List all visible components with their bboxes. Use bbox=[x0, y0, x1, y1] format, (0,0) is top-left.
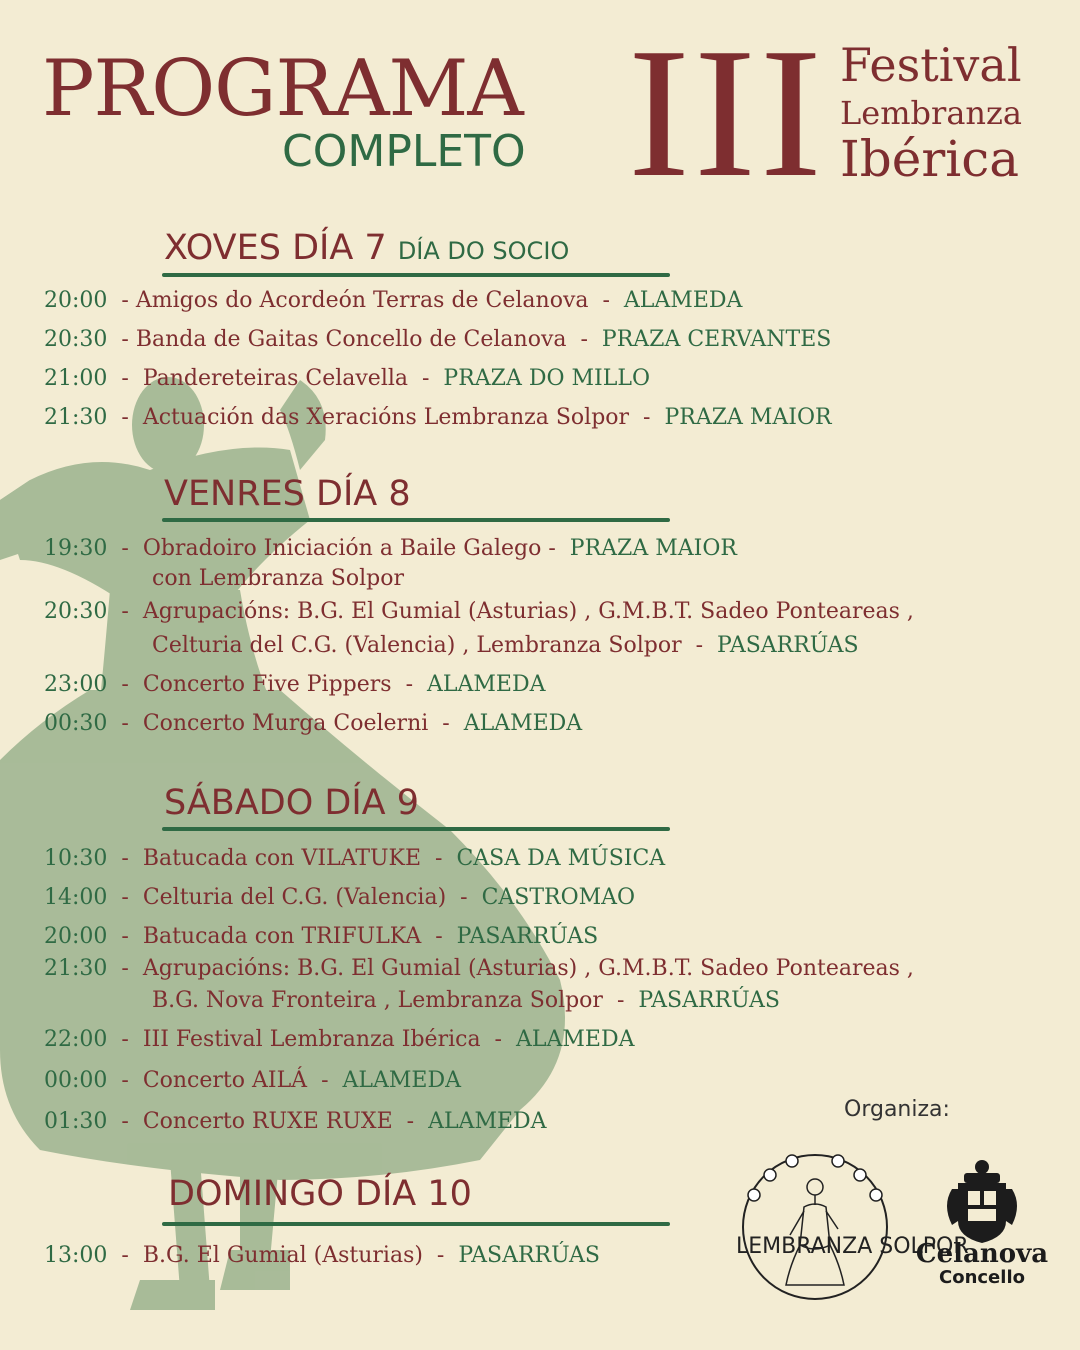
event-time: 00:30 bbox=[44, 711, 108, 736]
day-heading-sabado bbox=[164, 783, 419, 823]
event-row: 21:30 - Actuación das Xeracións Lembranza Solpor - PRAZA MAIOR bbox=[44, 405, 832, 430]
event-row: 20:30 - Agrupacións: B.G. El Gumial (Asturias) , G.M.B.T. Sadeo Ponteareas , bbox=[44, 599, 914, 624]
day-divider bbox=[162, 1222, 670, 1226]
event-row: 00:30 - Concerto Murga Coelerni - ALAMEDA bbox=[44, 711, 583, 736]
event-time: 13:00 bbox=[44, 1243, 108, 1268]
event-place: PASARRÚAS bbox=[717, 633, 859, 658]
event-time: 21:00 bbox=[44, 366, 108, 391]
event-row: 13:00 - B.G. El Gumial (Asturias) - PASARRÚAS bbox=[44, 1243, 600, 1268]
day-subtitle: DÍA DO SOCIO bbox=[397, 237, 570, 265]
event-name: Batucada con TRIFULKA bbox=[142, 924, 422, 949]
day-title: DOMINGO DÍA 10 bbox=[168, 1174, 472, 1214]
event-name: Pandereteiras Celavella bbox=[142, 366, 409, 391]
day-title: XOVES DÍA 7 bbox=[164, 228, 387, 268]
event-place: ALAMEDA bbox=[515, 1027, 635, 1052]
event-name: Concerto AILÁ bbox=[142, 1068, 308, 1093]
event-row: 20:00 - Amigos do Acordeón Terras de Celanova - ALAMEDA bbox=[44, 288, 743, 313]
event-name: B.G. El Gumial (Asturias) bbox=[142, 1243, 423, 1268]
event-name: Concerto Murga Coelerni bbox=[142, 711, 429, 736]
festival-name-line1: Festival bbox=[840, 38, 1022, 92]
event-row: 20:00 - Batucada con TRIFULKA - PASARRÚAS bbox=[44, 924, 599, 949]
festival-name-line2: Lembranza bbox=[840, 94, 1022, 132]
event-time: 20:30 bbox=[44, 599, 108, 624]
event-place: PRAZA MAIOR bbox=[569, 536, 737, 561]
day-heading-venres bbox=[164, 474, 411, 514]
event-place: ALAMEDA bbox=[426, 672, 546, 697]
event-place: PRAZA CERVANTES bbox=[601, 327, 832, 352]
event-time: 23:00 bbox=[44, 672, 108, 697]
day-divider bbox=[162, 518, 670, 522]
event-row: 14:00 - Celturia del C.G. (Valencia) - CASTROMAO bbox=[44, 885, 636, 910]
event-time: 10:30 bbox=[44, 846, 108, 871]
event-place: ALAMEDA bbox=[463, 711, 583, 736]
day-heading-xoves bbox=[164, 228, 569, 268]
event-place: CASTROMAO bbox=[481, 885, 636, 910]
event-row-continuation: Celturia del C.G. (Valencia) , Lembranza Solpor - PASARRÚAS bbox=[152, 633, 859, 658]
event-place: ALAMEDA bbox=[428, 1109, 547, 1134]
festival-name-line3: Ibérica bbox=[840, 130, 1020, 188]
event-place: ALAMEDA bbox=[342, 1068, 461, 1093]
event-name: Concerto Five Pippers bbox=[142, 672, 392, 697]
event-place: CASA DA MÚSICA bbox=[456, 846, 666, 871]
event-row: 00:00 - Concerto AILÁ - ALAMEDA bbox=[44, 1068, 461, 1093]
event-place: PASARRÚAS bbox=[638, 988, 780, 1013]
celanova-concello-logo bbox=[912, 1155, 1052, 1288]
event-name: Banda de Gaitas Concello de Celanova bbox=[135, 327, 567, 352]
event-row: 20:30 - Banda de Gaitas Concello de Celanova - PRAZA CERVANTES bbox=[44, 327, 832, 352]
event-name: Celturia del C.G. (Valencia) , Lembranza Solpor bbox=[152, 633, 682, 658]
event-row-continuation: con Lembranza Solpor bbox=[152, 566, 405, 591]
event-row: 23:00 - Concerto Five Pippers - ALAMEDA bbox=[44, 672, 546, 697]
event-time: 21:30 bbox=[44, 956, 108, 981]
day-heading-domingo bbox=[168, 1174, 472, 1214]
event-time: 20:00 bbox=[44, 288, 108, 313]
event-time: 14:00 bbox=[44, 885, 108, 910]
lembranza-solpor-logo bbox=[730, 1145, 969, 1305]
event-place: PASARRÚAS bbox=[458, 1243, 600, 1268]
event-place: PRAZA MAIOR bbox=[664, 405, 832, 430]
event-name: Obradoiro Iniciación a Baile Galego - bbox=[142, 536, 556, 561]
event-row: 21:30 - Agrupacións: B.G. El Gumial (Asturias) , G.M.B.T. Sadeo Ponteareas , bbox=[44, 956, 914, 981]
event-row: 10:30 - Batucada con VILATUKE - CASA DA MÚSICA bbox=[44, 846, 666, 871]
day-divider bbox=[162, 827, 670, 831]
day-divider bbox=[162, 273, 670, 277]
edition-numeral: III bbox=[628, 10, 826, 216]
event-time: 19:30 bbox=[44, 536, 108, 561]
event-row-continuation: B.G. Nova Fronteira , Lembranza Solpor - PASARRÚAS bbox=[152, 988, 780, 1013]
event-place: PASARRÚAS bbox=[456, 924, 599, 949]
logo-wordmark: LEMBRANZA SOLPOR bbox=[736, 1234, 969, 1259]
day-title: SÁBADO DÍA 9 bbox=[164, 783, 419, 823]
concello-wordmark: Concello bbox=[939, 1267, 1025, 1288]
event-name: Concerto RUXE RUXE bbox=[142, 1109, 393, 1134]
event-name: B.G. Nova Fronteira , Lembranza Solpor bbox=[152, 988, 603, 1013]
event-time: 00:00 bbox=[44, 1068, 108, 1093]
event-row: 21:00 - Pandereteiras Celavella - PRAZA DO MILLO bbox=[44, 366, 650, 391]
event-place: PRAZA DO MILLO bbox=[443, 366, 650, 391]
event-name: Celturia del C.G. (Valencia) bbox=[142, 885, 447, 910]
event-time: 20:00 bbox=[44, 924, 108, 949]
event-row: 19:30 - Obradoiro Iniciación a Baile Galego - PRAZA MAIOR bbox=[44, 536, 737, 561]
celanova-wordmark: Celanova bbox=[915, 1239, 1049, 1269]
event-time: 22:00 bbox=[44, 1027, 108, 1052]
event-name: Agrupacións: B.G. El Gumial (Asturias) , G.M.B.T. Sadeo Ponteareas , bbox=[142, 599, 914, 624]
event-time: 20:30 bbox=[44, 327, 108, 352]
event-time: 01:30 bbox=[44, 1109, 108, 1134]
event-row: 22:00 - III Festival Lembranza Ibérica - ALAMEDA bbox=[44, 1027, 635, 1052]
day-title: VENRES DÍA 8 bbox=[164, 474, 411, 514]
event-name: Actuación das Xeracións Lembranza Solpor bbox=[142, 405, 630, 430]
event-name: Amigos do Acordeón Terras de Celanova bbox=[135, 288, 589, 313]
completo-subtitle: COMPLETO bbox=[282, 126, 526, 177]
event-row: 01:30 - Concerto RUXE RUXE - ALAMEDA bbox=[44, 1109, 547, 1134]
organiza-label: Organiza: bbox=[844, 1097, 950, 1122]
event-name: Agrupacións: B.G. El Gumial (Asturias) , G.M.B.T. Sadeo Ponteareas , bbox=[142, 956, 914, 981]
event-place: ALAMEDA bbox=[623, 288, 743, 313]
event-time: 21:30 bbox=[44, 405, 108, 430]
event-name: III Festival Lembranza Ibérica bbox=[142, 1027, 481, 1052]
programa-title: PROGRAMA bbox=[42, 44, 523, 134]
event-name: Batucada con VILATUKE bbox=[142, 846, 422, 871]
